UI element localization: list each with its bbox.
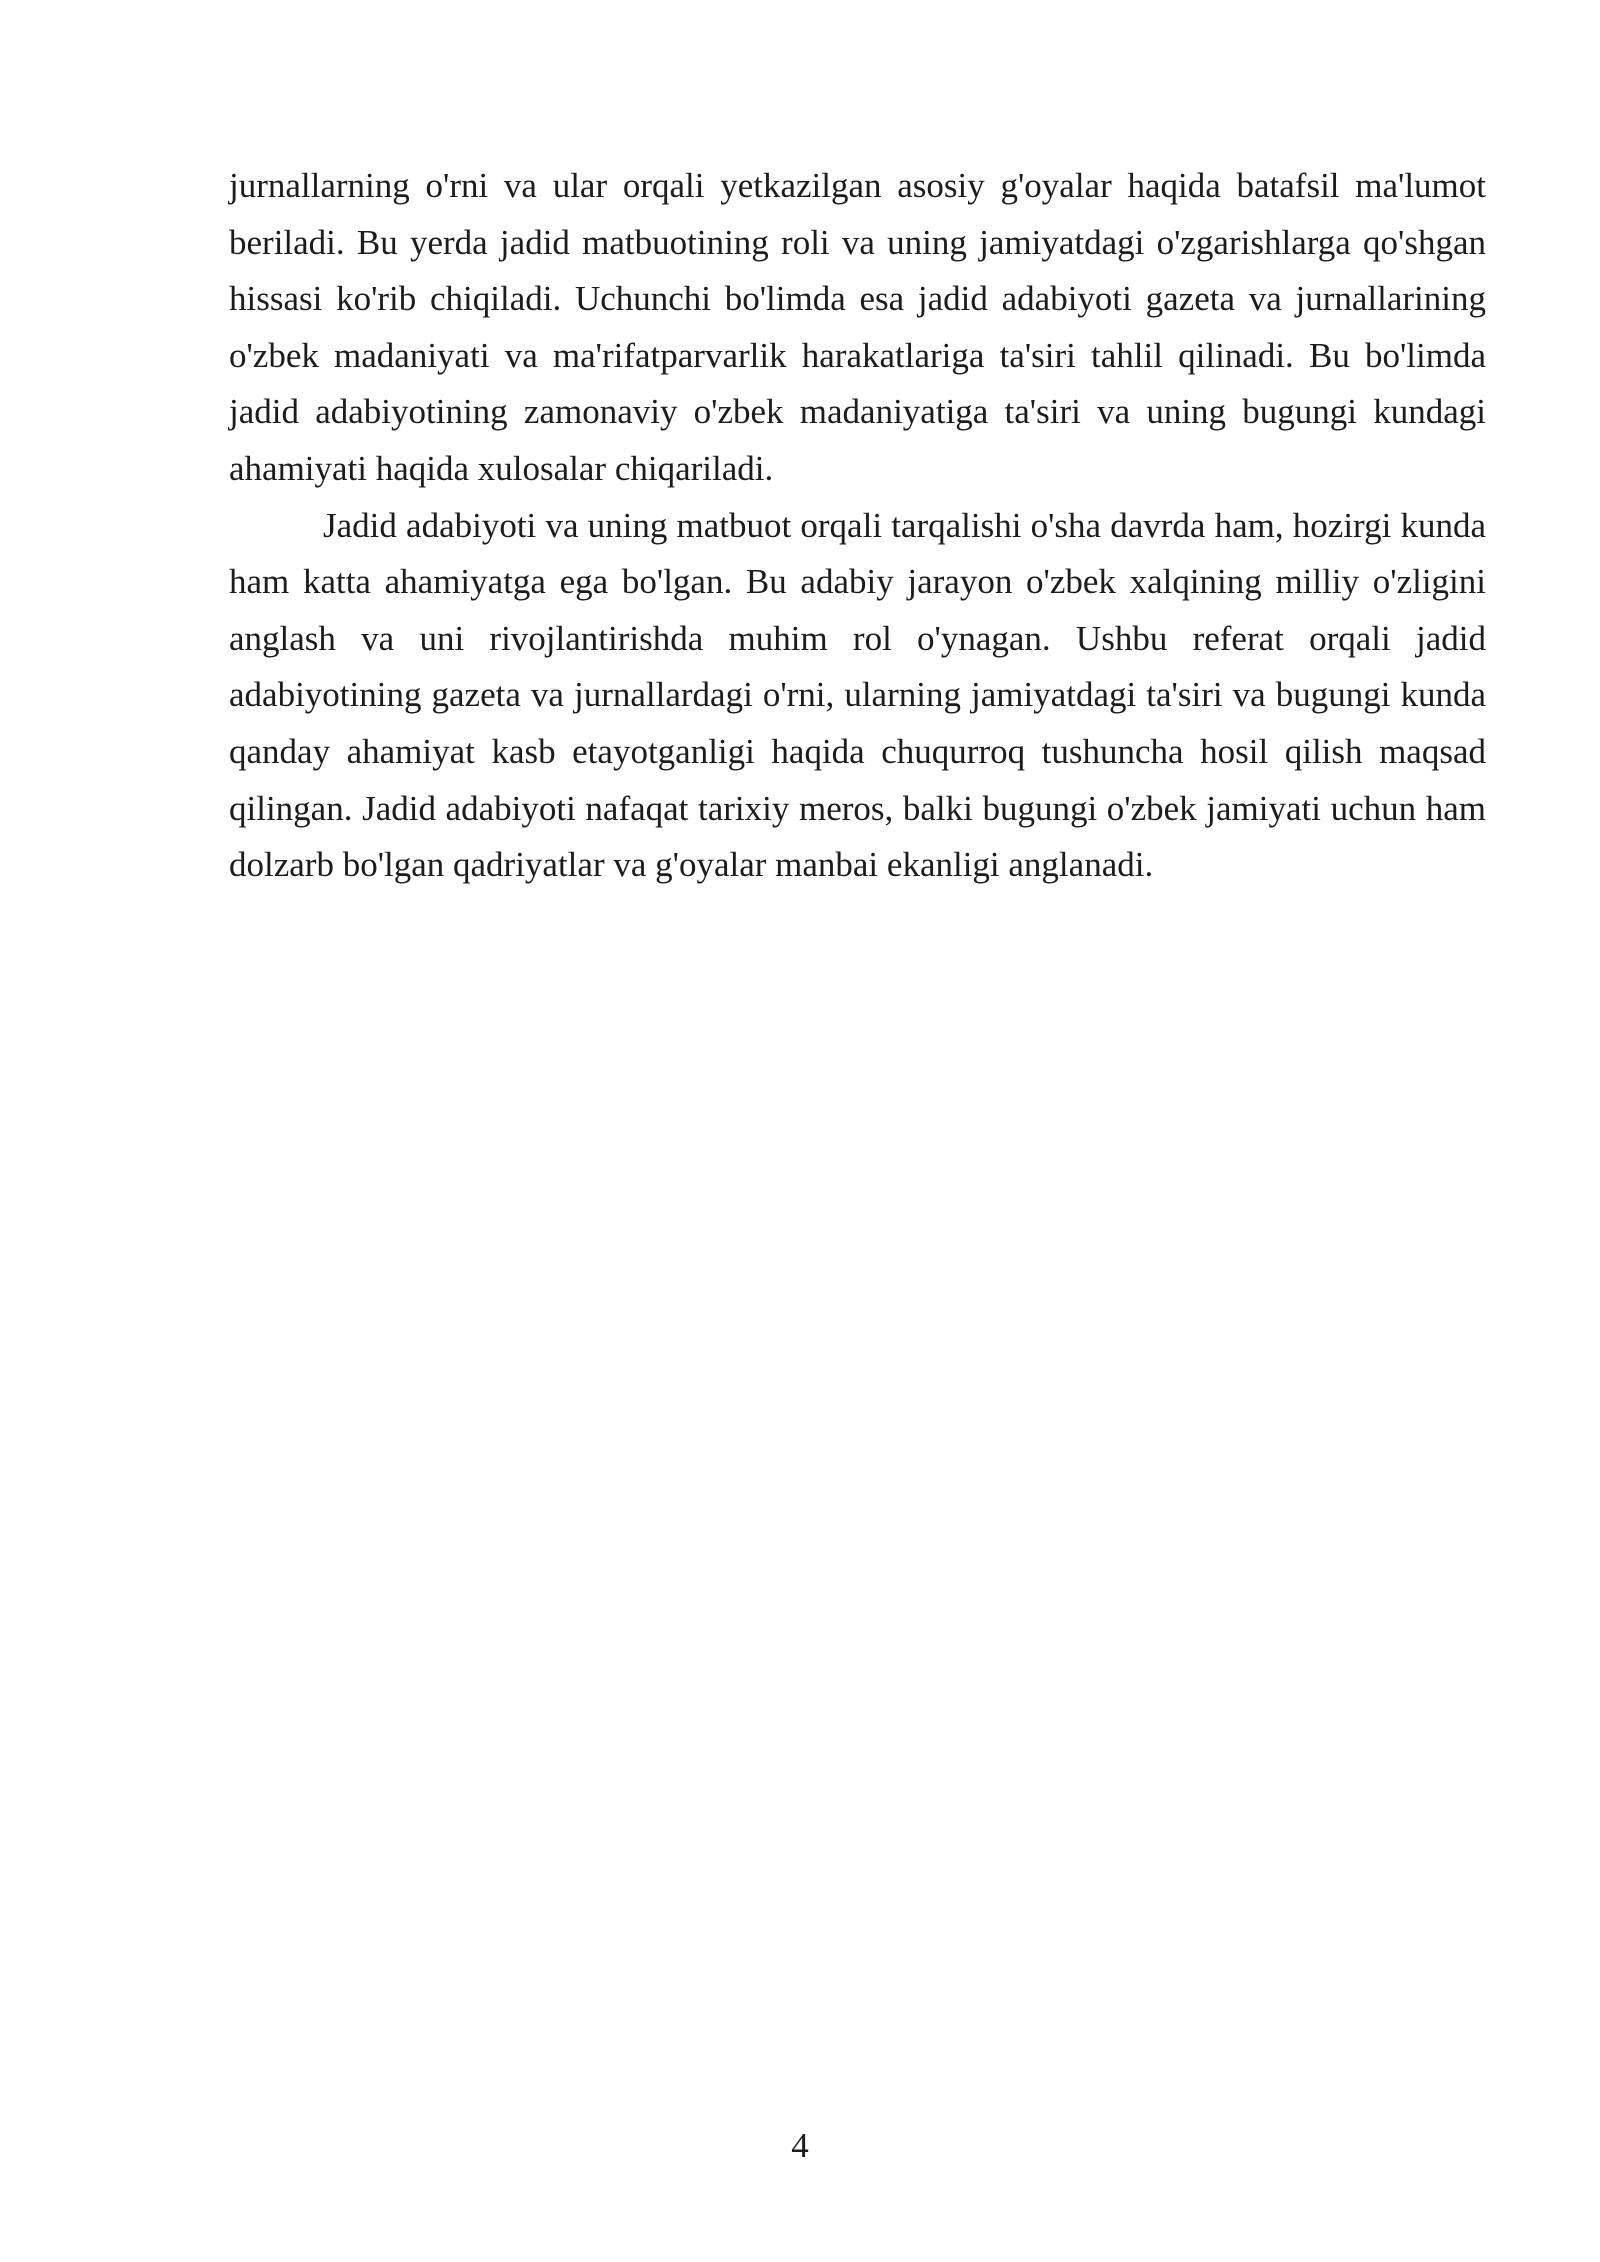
paragraph-jadid-significance: Jadid adabiyoti va uning matbuot orqali tarqalishi o'sha davrda ham, hozirgi kunda ham katta ahamiyatga ega bo'lgan. Bu adabiy jarayon o'zbek xalqining milliy o'zligini anglash va uni rivojlantirishda muhim rol o'ynagan. Ushbu referat orqali jadid adabiyotining gazeta va jurnallardagi o'rni, ularning jamiyatdagi ta'siri va bugungi kunda qanday ahamiyat kasb etayotganligi haqida chuqurroq tushuncha hosil qilish maqsad qilingan. Jadid adabiyoti nafaqat tarixiy meros, balki bugungi o'zbek jamiyati uchun ham dolzarb bo'lgan qadriyatlar va g'oyalar manbai ekanligi anglanadi.	[229, 505, 1486, 885]
body-text	[229, 158, 1486, 894]
page-number: 4	[791, 2126, 809, 2165]
paragraph-continuation: jurnallarning o'rni va ular orqali yetkazilgan asosiy g'oyalar haqida batafsil ma'lumot beriladi. Bu yerda jadid matbuotining roli va uning jamiyatdagi o'zgarishlarga qo'shgan hissasi ko'rib chiqiladi. Uchunchi bo'limda esa jadid adabiyoti gazeta va jurnallarining o'zbek madaniyati va ma'rifatparvarlik harakatlariga ta'siri tahlil qilinadi. Bu bo'limda jadid adabiyotining zamonaviy o'zbek madaniyatiga ta'siri va uning bugungi kundagi ahamiyati haqida xulosalar chiqariladi.	[229, 166, 1486, 488]
